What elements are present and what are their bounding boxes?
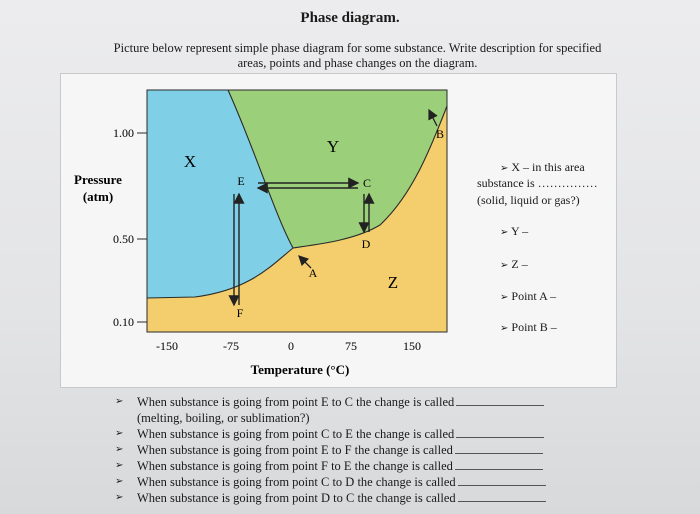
side-question-point-a: ➢ Point A – xyxy=(500,289,557,303)
side-question-y: ➢ Y – xyxy=(500,224,529,238)
answer-blank[interactable] xyxy=(455,458,543,470)
side-question-x-line2[interactable]: substance is …………… xyxy=(477,176,598,190)
arrow-bullet-icon: ➢ xyxy=(500,323,509,334)
region-y-label: Y xyxy=(326,137,340,156)
x-tick-label: -150 xyxy=(156,339,178,353)
question-row: ➢ When substance is going from point E to F the change is called xyxy=(115,442,585,458)
arrow-bullet-icon: ➢ xyxy=(500,260,509,271)
arrow-bullet-icon: ➢ xyxy=(500,292,509,303)
side-question-point-b: ➢ Point B – xyxy=(500,320,557,334)
question-hint-row: (melting, boiling, or sublimation?) xyxy=(137,411,310,425)
x-tick-label: 150 xyxy=(403,339,421,353)
arrow-bullet-icon: ➢ xyxy=(115,428,124,439)
question-row: ➢ When substance is going from point C to D the change is called xyxy=(115,474,585,490)
y-axis-label: Pressure xyxy=(74,172,122,187)
arrow-bullet-icon: ➢ xyxy=(115,444,124,455)
question-row: ➢ When substance is going from point F to E the change is called xyxy=(115,458,585,474)
point-d-label: D xyxy=(361,237,371,251)
arrow-bullet-icon: ➢ xyxy=(500,227,509,238)
x-tick-label: 75 xyxy=(345,339,357,353)
region-z-label: Z xyxy=(387,273,399,292)
question-row: ➢ When substance is going from point D to C the change is called xyxy=(115,490,585,506)
x-axis-label: Temperature (°C) xyxy=(250,362,350,377)
x-tick-label: -75 xyxy=(223,339,239,353)
answer-blank[interactable] xyxy=(455,442,543,454)
side-question-x: ➢ X – in this area xyxy=(500,160,585,174)
arrow-bullet-icon: ➢ xyxy=(115,460,124,471)
x-tick-label: 0 xyxy=(288,339,294,353)
arrow-bullet-icon: ➢ xyxy=(115,396,124,407)
side-question-x-hint: (solid, liquid or gas?) xyxy=(477,193,580,207)
y-tick-label: 0.10 xyxy=(113,315,134,329)
intro-text: Picture below represent simple phase diagram for some substance. Write description for specified areas, points and phase changes on the diagram. xyxy=(113,41,602,70)
point-b-label: B xyxy=(435,127,445,141)
answer-blank[interactable] xyxy=(456,426,544,438)
question-row: ➢ When substance is going from point C to E the change is called xyxy=(115,426,585,442)
answer-blank[interactable] xyxy=(458,474,546,486)
arrow-bullet-icon: ➢ xyxy=(500,163,509,174)
point-c-label: C xyxy=(362,176,372,190)
answer-blank[interactable] xyxy=(458,490,546,502)
y-tick-label: 1.00 xyxy=(113,126,134,140)
y-tick-label: 0.50 xyxy=(113,232,134,246)
arrow-bullet-icon: ➢ xyxy=(115,492,124,503)
region-x-label: X xyxy=(183,152,197,171)
point-f-label: F xyxy=(236,306,244,320)
answer-blank[interactable] xyxy=(456,394,544,406)
point-e-label: E xyxy=(237,174,245,188)
point-a-label: A xyxy=(308,266,318,280)
arrow-bullet-icon: ➢ xyxy=(115,476,124,487)
phase-change-questions xyxy=(115,394,585,506)
page-title: Phase diagram. xyxy=(300,10,400,26)
side-question-z: ➢ Z – xyxy=(500,257,528,271)
question-row: ➢ When substance is going from point E to C the change is called xyxy=(115,394,585,410)
y-axis-label: (atm) xyxy=(82,189,114,204)
